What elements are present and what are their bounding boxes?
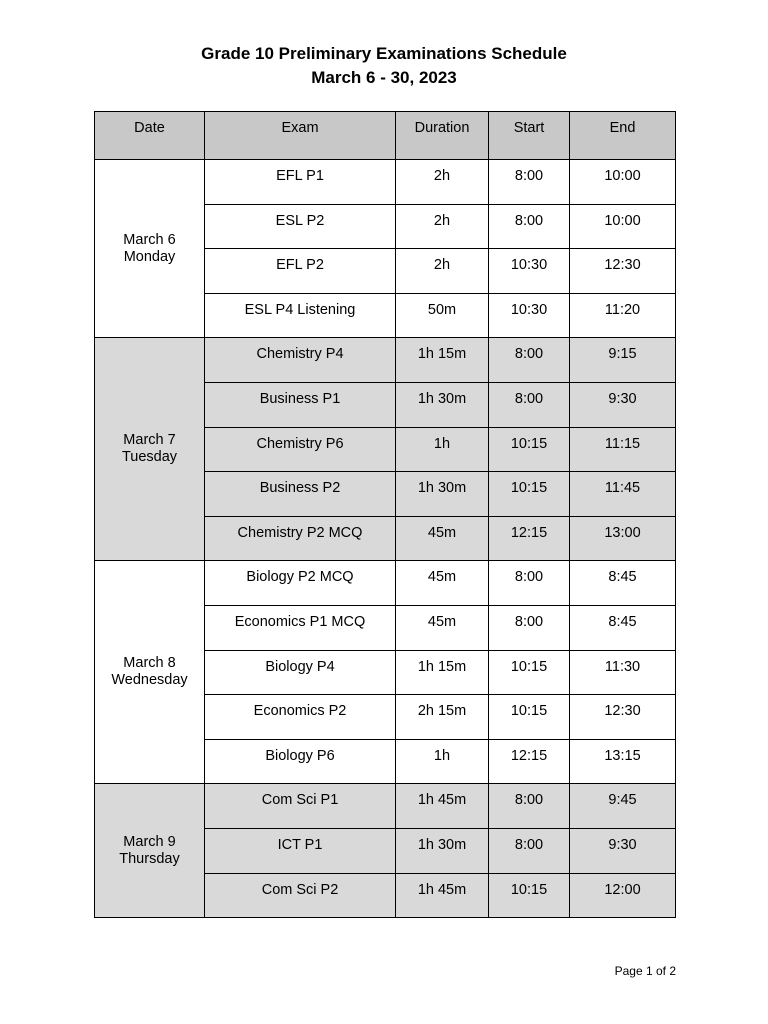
exam-schedule-table [94, 111, 676, 918]
duration-cell: 1h 45m [396, 873, 489, 918]
end-cell: 13:15 [570, 739, 676, 784]
duration-cell: 2h 15m [396, 695, 489, 740]
exam-cell: EFL P2 [205, 249, 396, 294]
weekday-label: Tuesday [121, 449, 178, 466]
duration-cell: 1h 45m [396, 784, 489, 829]
exam-cell: Business P1 [205, 382, 396, 427]
header-end: End [570, 112, 676, 160]
end-cell: 11:20 [570, 293, 676, 338]
duration-cell: 2h [396, 160, 489, 205]
duration-cell: 1h 30m [396, 472, 489, 517]
duration-cell: 1h 15m [396, 650, 489, 695]
duration-cell: 45m [396, 516, 489, 561]
start-cell: 10:30 [489, 249, 570, 294]
exam-cell: Chemistry P6 [205, 427, 396, 472]
weekday-label: Thursday [119, 850, 180, 867]
date-cell [95, 160, 205, 338]
end-cell: 11:30 [570, 650, 676, 695]
exam-cell: Biology P4 [205, 650, 396, 695]
start-cell: 8:00 [489, 784, 570, 829]
table-header-row [95, 112, 676, 160]
duration-cell: 45m [396, 561, 489, 606]
end-cell: 10:00 [570, 204, 676, 249]
table-row [95, 561, 676, 606]
exam-cell: Biology P2 MCQ [205, 561, 396, 606]
end-cell: 12:30 [570, 249, 676, 294]
exam-cell: Business P2 [205, 472, 396, 517]
start-cell: 8:00 [489, 160, 570, 205]
duration-cell: 2h [396, 204, 489, 249]
exam-cell: Com Sci P1 [205, 784, 396, 829]
date-cell [95, 561, 205, 784]
weekday-label: Monday [123, 248, 176, 265]
start-cell: 10:15 [489, 650, 570, 695]
end-cell: 11:15 [570, 427, 676, 472]
end-cell: 8:45 [570, 605, 676, 650]
start-cell: 8:00 [489, 382, 570, 427]
date-label: March 6 [123, 231, 176, 248]
end-cell: 8:45 [570, 561, 676, 606]
title-line-1: Grade 10 Preliminary Examinations Schedule [201, 44, 567, 63]
start-cell: 10:15 [489, 695, 570, 740]
exam-cell: ESL P2 [205, 204, 396, 249]
end-cell: 10:00 [570, 160, 676, 205]
date-cell [95, 338, 205, 561]
start-cell: 12:15 [489, 739, 570, 784]
exam-cell: Chemistry P4 [205, 338, 396, 383]
duration-cell: 1h [396, 739, 489, 784]
date-label: March 8 [123, 655, 176, 672]
exam-cell: Economics P1 MCQ [205, 605, 396, 650]
date-label: March 7 [123, 432, 176, 449]
table-row [95, 784, 676, 829]
table-body [95, 160, 676, 918]
end-cell: 13:00 [570, 516, 676, 561]
exam-cell: ESL P4 Listening [205, 293, 396, 338]
header-duration: Duration [396, 112, 489, 160]
start-cell: 10:15 [489, 472, 570, 517]
end-cell: 9:30 [570, 382, 676, 427]
duration-cell: 50m [396, 293, 489, 338]
exam-cell: EFL P1 [205, 160, 396, 205]
page-number: Page 1 of 2 [614, 964, 676, 978]
header-date: Date [95, 112, 205, 160]
duration-cell: 2h [396, 249, 489, 294]
exam-cell: ICT P1 [205, 828, 396, 873]
start-cell: 8:00 [489, 561, 570, 606]
weekday-label: Wednesday [111, 672, 188, 689]
start-cell: 8:00 [489, 605, 570, 650]
duration-cell: 1h 15m [396, 338, 489, 383]
date-label: March 9 [123, 833, 176, 850]
start-cell: 10:15 [489, 873, 570, 918]
end-cell: 9:45 [570, 784, 676, 829]
date-cell [95, 784, 205, 918]
end-cell: 12:00 [570, 873, 676, 918]
title-line-2: March 6 - 30, 2023 [311, 68, 457, 87]
header-exam: Exam [205, 112, 396, 160]
duration-cell: 45m [396, 605, 489, 650]
start-cell: 8:00 [489, 338, 570, 383]
end-cell: 9:30 [570, 828, 676, 873]
duration-cell: 1h 30m [396, 382, 489, 427]
end-cell: 9:15 [570, 338, 676, 383]
table-row [95, 338, 676, 383]
duration-cell: 1h [396, 427, 489, 472]
start-cell: 8:00 [489, 204, 570, 249]
exam-cell: Economics P2 [205, 695, 396, 740]
exam-cell: Biology P6 [205, 739, 396, 784]
exam-cell: Chemistry P2 MCQ [205, 516, 396, 561]
start-cell: 10:30 [489, 293, 570, 338]
start-cell: 8:00 [489, 828, 570, 873]
exam-cell: Com Sci P2 [205, 873, 396, 918]
start-cell: 10:15 [489, 427, 570, 472]
document-title [0, 42, 768, 90]
table-row [95, 160, 676, 205]
header-start: Start [489, 112, 570, 160]
start-cell: 12:15 [489, 516, 570, 561]
duration-cell: 1h 30m [396, 828, 489, 873]
end-cell: 12:30 [570, 695, 676, 740]
end-cell: 11:45 [570, 472, 676, 517]
